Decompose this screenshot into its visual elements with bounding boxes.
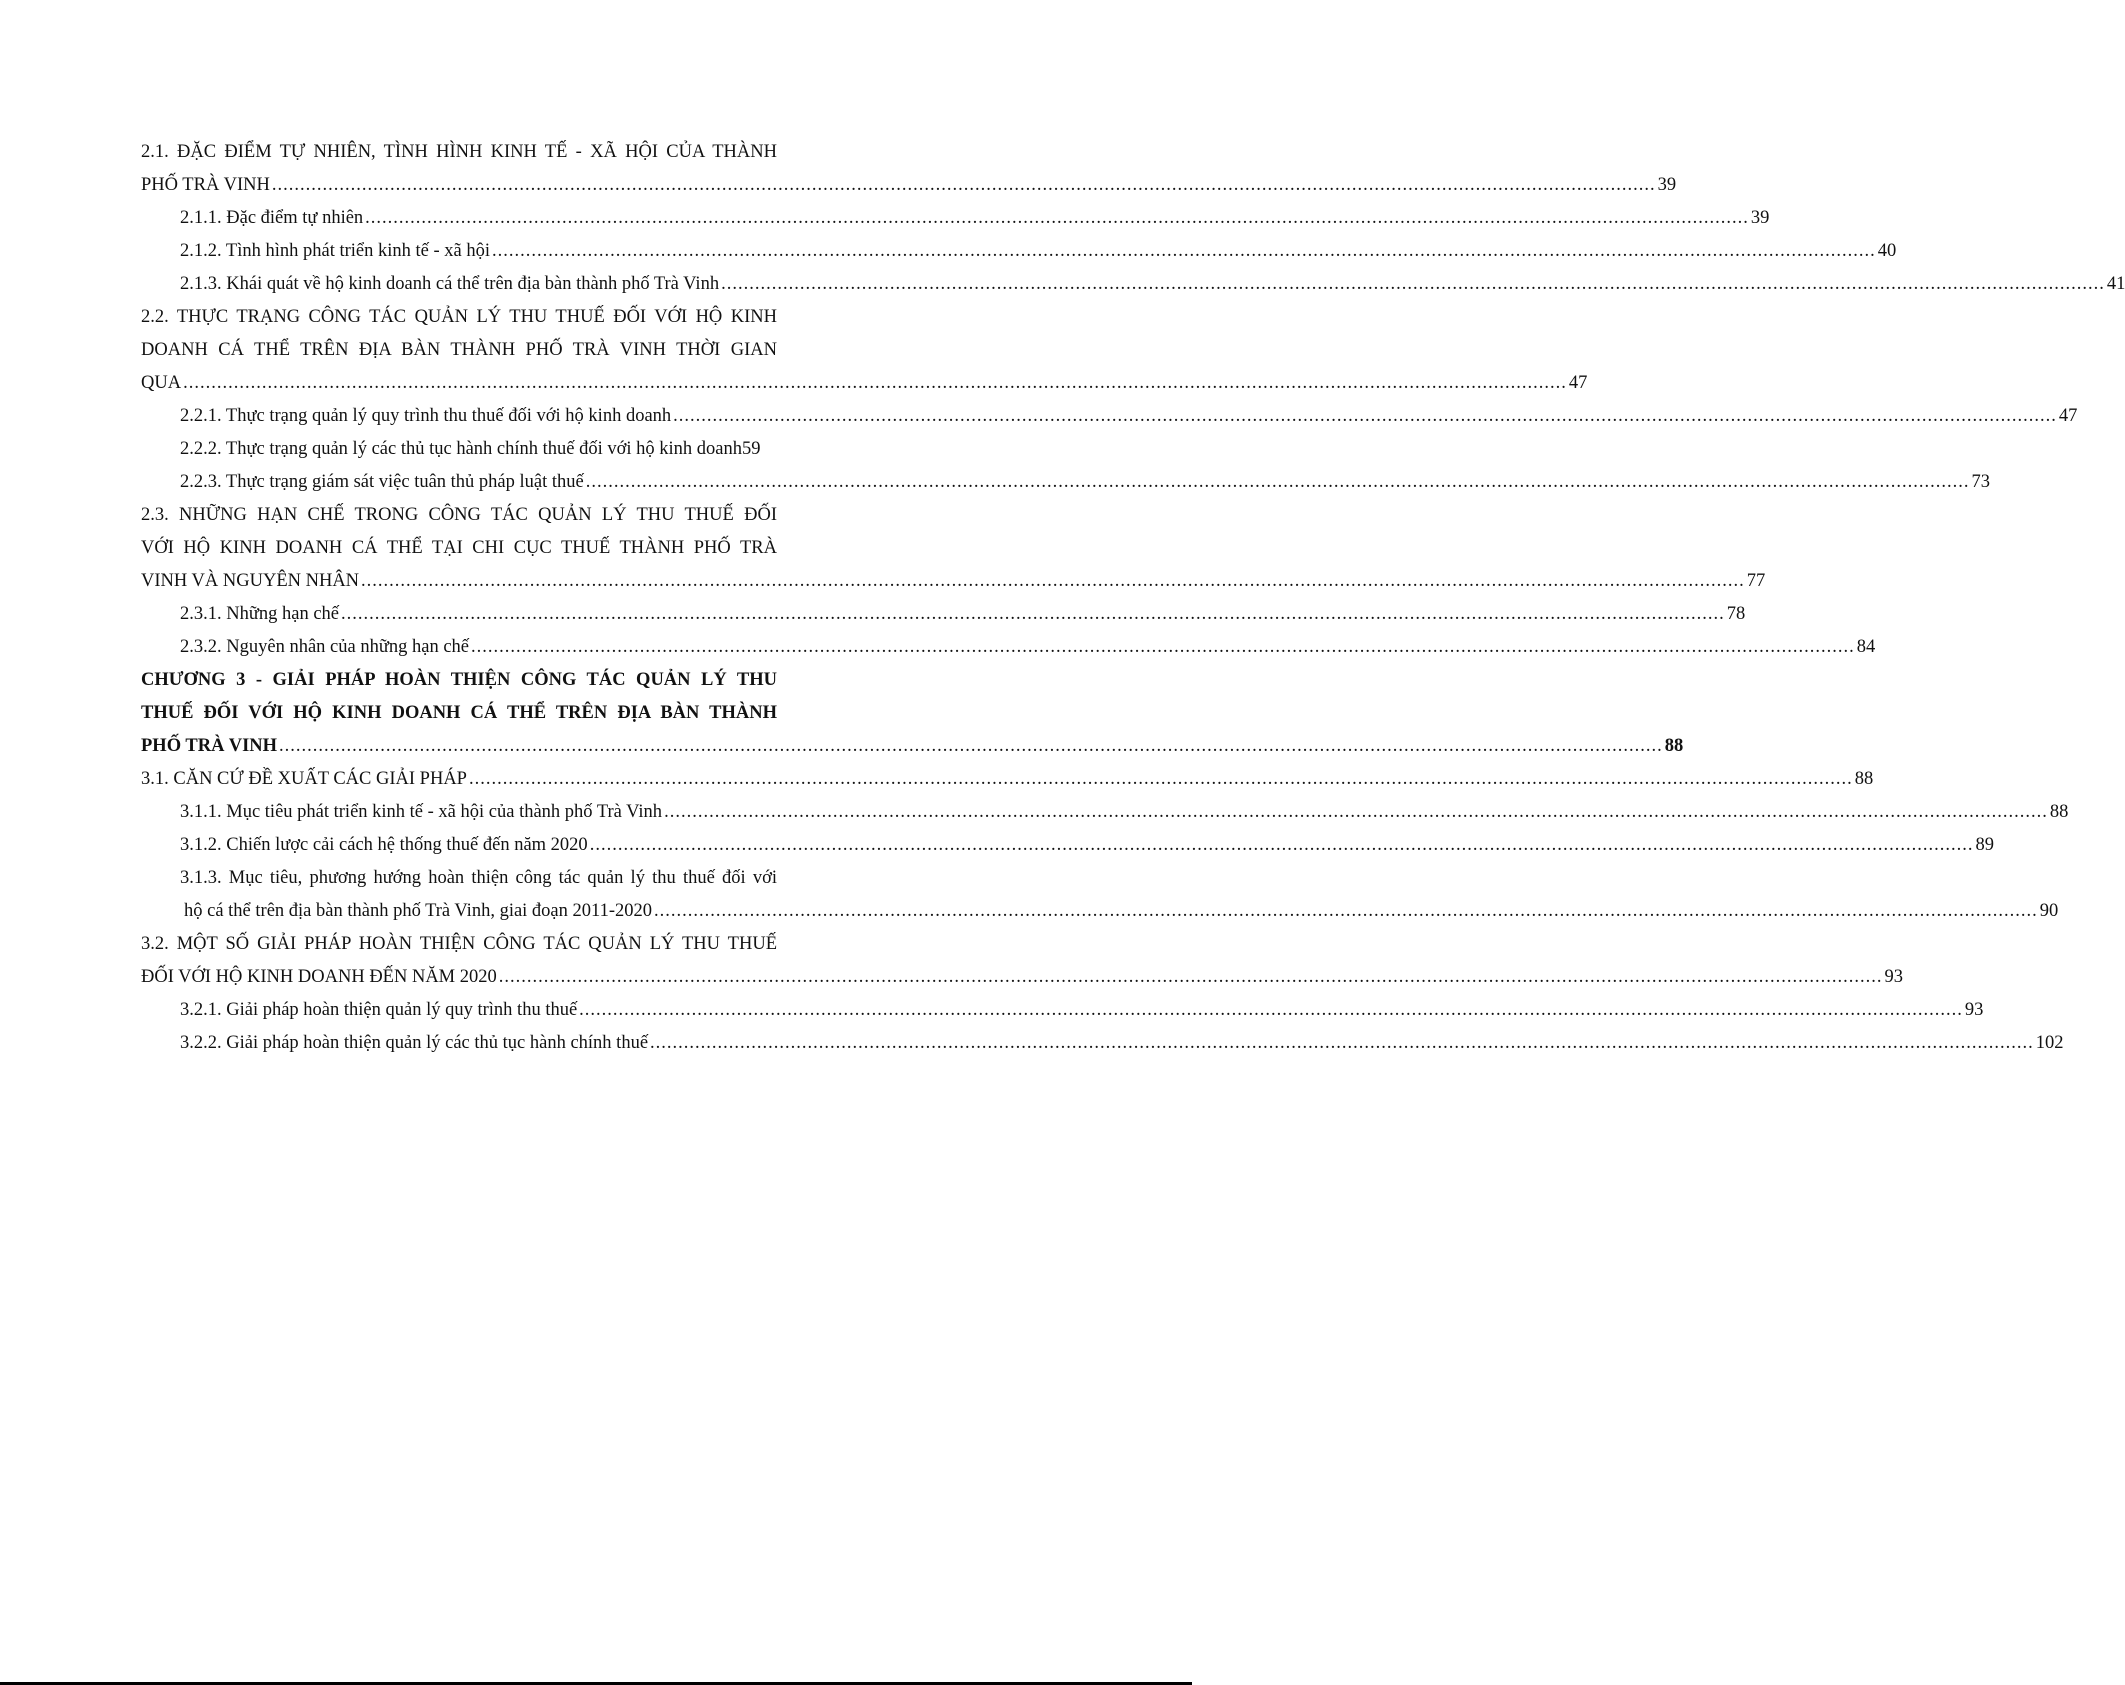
toc-dot-leader [471, 631, 1855, 664]
toc-entry[interactable] [141, 796, 2069, 829]
table-of-contents [141, 136, 2125, 1060]
toc-dot-leader [579, 994, 1963, 1027]
toc-entry-text: CHƯƠNG 3 - GIẢI PHÁP HOÀN THIỆN CÔNG TÁC QUẢN LÝ THU [141, 670, 777, 690]
toc-entry-text: 2.2.2. Thực trạng quản lý các thủ tục hành chính thuế đối với hộ kinh doanh [180, 439, 743, 459]
toc-entry[interactable] [141, 136, 777, 169]
toc-page-number: 59 [742, 439, 761, 459]
toc-entry-text: QUA [141, 373, 182, 393]
toc-entry[interactable] [141, 268, 2125, 301]
toc-entry[interactable] [141, 202, 1770, 235]
toc-page-number: 93 [1964, 1000, 1984, 1020]
toc-page-number: 90 [2039, 901, 2059, 921]
toc-entry-text: PHỐ TRÀ VINH [141, 736, 278, 756]
toc-entry[interactable] [141, 334, 777, 367]
toc-page-number: 47 [1568, 373, 1588, 393]
toc-entry[interactable] [141, 367, 1588, 400]
toc-entry[interactable] [141, 829, 1994, 862]
toc-entry-text: PHỐ TRÀ VINH [141, 175, 270, 195]
toc-page-number: 39 [1657, 175, 1677, 195]
toc-entry[interactable] [141, 631, 1876, 664]
toc-entry[interactable] [141, 994, 1984, 1027]
toc-dot-leader [664, 796, 2048, 829]
toc-dot-leader [341, 598, 1725, 631]
toc-dot-leader [361, 565, 1745, 598]
toc-page-number: 78 [1726, 604, 1746, 624]
toc-entry[interactable] [141, 730, 1684, 763]
toc-entry[interactable] [141, 301, 777, 334]
toc-dot-leader [654, 895, 2038, 928]
toc-entry[interactable] [141, 763, 1874, 796]
toc-entry-text: 2.2. THỰC TRẠNG CÔNG TÁC QUẢN LÝ THU THUẾ ĐỐI VỚI HỘ KINH [141, 307, 777, 327]
toc-page-number: 93 [1884, 967, 1904, 987]
toc-entry[interactable] [141, 235, 1897, 268]
toc-entry-text: 2.1.2. Tình hình phát triển kinh tế - xã hội [180, 241, 491, 261]
toc-entry-text: 3.1.1. Mục tiêu phát triển kinh tế - xã hội của thành phố Trà Vinh [180, 802, 663, 822]
toc-entry[interactable] [141, 598, 1746, 631]
toc-dot-leader [279, 730, 1663, 763]
toc-entry-text: VỚI HỘ KINH DOANH CÁ THỂ TẠI CHI CỤC THUẾ THÀNH PHỐ TRÀ [141, 538, 777, 558]
toc-entry[interactable] [141, 961, 1904, 994]
toc-dot-leader [492, 235, 1876, 268]
toc-entry[interactable] [141, 664, 777, 697]
toc-entry-text: 3.2. MỘT SỐ GIẢI PHÁP HOÀN THIỆN CÔNG TÁC QUẢN LÝ THU THUẾ [141, 934, 777, 954]
toc-page-number: 73 [1971, 472, 1990, 492]
toc-dot-leader [721, 268, 2105, 301]
toc-page-number: 47 [2058, 406, 2078, 426]
toc-page-number: 88 [1854, 769, 1874, 789]
toc-entry-text: 2.3. NHỮNG HẠN CHẾ TRONG CÔNG TÁC QUẢN LÝ THU THUẾ ĐỐI [141, 505, 777, 525]
toc-page-number: 39 [1750, 208, 1770, 228]
toc-entry-text: 2.1.3. Khái quát về hộ kinh doanh cá thể trên địa bàn thành phố Trà Vinh [180, 274, 720, 294]
toc-entry[interactable] [141, 928, 777, 961]
toc-entry-text: 3.1.2. Chiến lược cải cách hệ thống thuế đến năm 2020 [180, 835, 588, 855]
toc-page-number: 84 [1856, 637, 1876, 657]
toc-entry-text: VINH VÀ NGUYÊN NHÂN [141, 571, 360, 591]
toc-entry-text: THUẾ ĐỐI VỚI HỘ KINH DOANH CÁ THỂ TRÊN ĐỊA BÀN THÀNH [141, 703, 777, 723]
toc-entry-text: DOANH CÁ THỂ TRÊN ĐỊA BÀN THÀNH PHỐ TRÀ VINH THỜI GIAN [141, 340, 777, 360]
toc-entry[interactable] [141, 433, 777, 466]
toc-entry-text: hộ cá thể trên địa bàn thành phố Trà Vinh, giai đoạn 2011-2020 [184, 901, 652, 921]
toc-page-number: 40 [1877, 241, 1897, 261]
toc-entry-text: 2.2.1. Thực trạng quản lý quy trình thu thuế đối với hộ kinh doanh [180, 406, 672, 426]
toc-entry-text: 3.1.3. Mục tiêu, phương hướng hoàn thiện công tác quản lý thu thuế đối với [180, 868, 777, 888]
toc-entry[interactable] [141, 862, 777, 895]
toc-entry[interactable] [141, 1027, 2064, 1060]
toc-dot-leader [499, 961, 1883, 994]
toc-page-number: 88 [1664, 736, 1684, 756]
toc-dot-leader [650, 1027, 2034, 1060]
toc-entry-text: 2.1. ĐẶC ĐIỂM TỰ NHIÊN, TÌNH HÌNH KINH TẾ - XÃ HỘI CỦA THÀNH [141, 142, 777, 162]
toc-page-number: 88 [2049, 802, 2069, 822]
toc-page-number: 89 [1975, 835, 1994, 855]
toc-page-number: 102 [2035, 1033, 2064, 1053]
toc-dot-leader [183, 367, 1567, 400]
toc-dot-leader [586, 466, 1970, 499]
toc-entry[interactable] [141, 466, 1990, 499]
toc-entry-text: 2.3.1. Những hạn chế [180, 604, 340, 624]
toc-entry[interactable] [141, 499, 777, 532]
toc-entry-text: 3.2.1. Giải pháp hoàn thiện quản lý quy trình thu thuế [180, 1000, 578, 1020]
toc-entry-text: 2.2.3. Thực trạng giám sát việc tuân thủ pháp luật thuế [180, 472, 584, 492]
toc-entry-text: 2.3.2. Nguyên nhân của những hạn chế [180, 637, 469, 657]
toc-entry-text: 3.1. CĂN CỨ ĐỀ XUẤT CÁC GIẢI PHÁP [141, 769, 467, 789]
toc-page-number: 77 [1746, 571, 1766, 591]
toc-dot-leader [272, 169, 1656, 202]
toc-dot-leader [590, 829, 1974, 862]
toc-dot-leader [469, 763, 1853, 796]
toc-entry-text: 2.1.1. Đặc điểm tự nhiên [180, 208, 364, 228]
toc-entry[interactable] [141, 895, 2059, 928]
toc-entry[interactable] [141, 400, 2078, 433]
toc-entry[interactable] [141, 565, 1766, 598]
toc-entry-text: ĐỐI VỚI HỘ KINH DOANH ĐẾN NĂM 2020 [141, 967, 497, 987]
toc-entry[interactable] [141, 697, 777, 730]
toc-entry[interactable] [141, 169, 1677, 202]
toc-entry-text: 3.2.2. Giải pháp hoàn thiện quản lý các thủ tục hành chính thuế [180, 1033, 649, 1053]
toc-entry[interactable] [141, 532, 777, 565]
toc-page-number: 41 [2106, 274, 2125, 294]
toc-dot-leader [673, 400, 2057, 433]
toc-dot-leader [365, 202, 1749, 235]
